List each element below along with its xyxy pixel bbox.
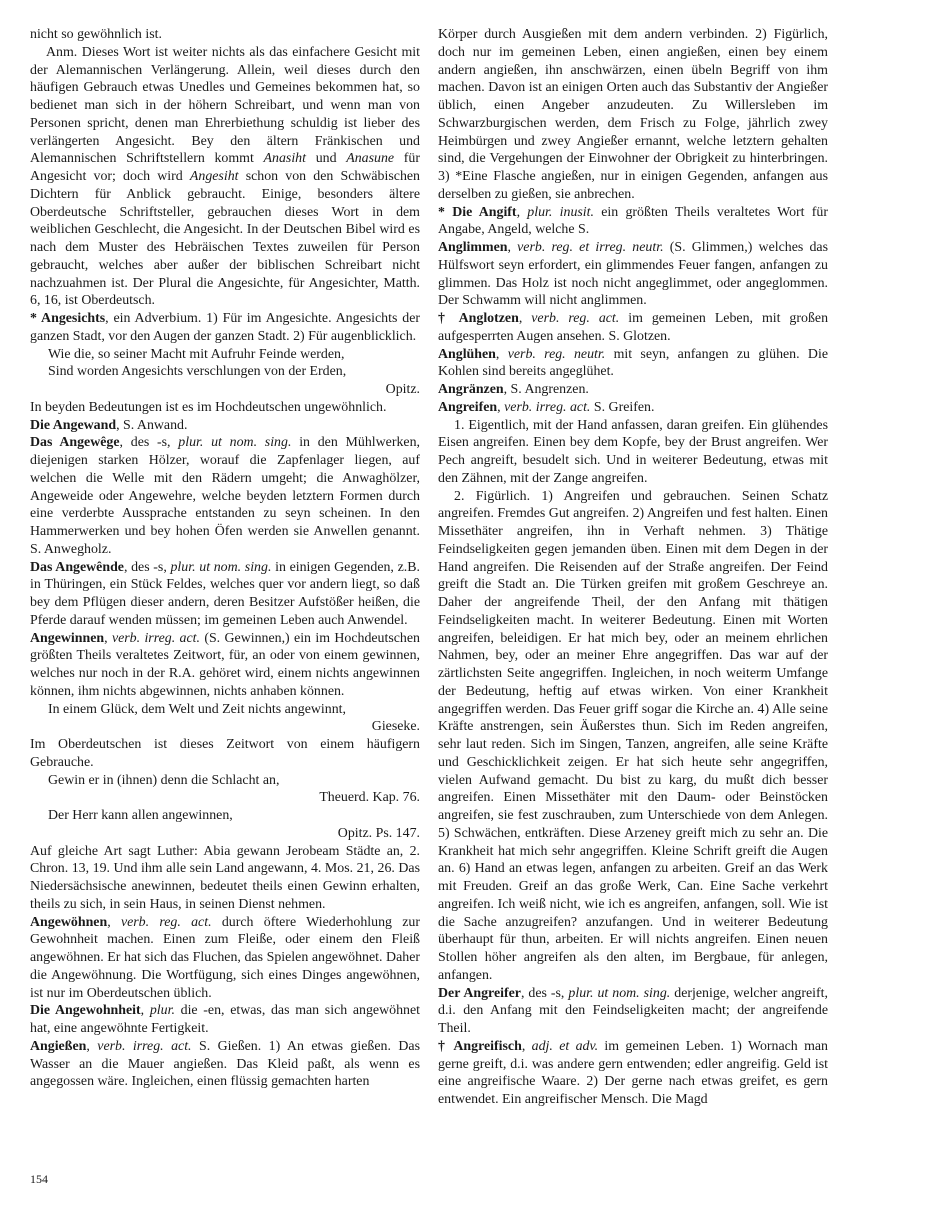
entry-angewende — [30, 559, 420, 630]
entry-angesichts — [30, 310, 420, 346]
grammar: verb. reg. act. — [531, 311, 620, 326]
verse-source: Gieseke. — [371, 719, 420, 735]
verse-source: Opitz. Ps. 147. — [337, 825, 420, 841]
headword: Der Angreifer — [438, 985, 521, 1001]
annotation-paragraph — [30, 44, 420, 310]
text: Anm. Dieses Wort ist weiter nichts als das einfachere Gesicht mit der Alemannischen Verlängerung. Allein, weil dieses durch den häufigen Gebrauch etwas Unedles und Gemeines bekommen hat, so bedienet man sich in der höhern Schreibart, und wenn man von Personen spricht, denen man Ehrerbiethung schuldig ist lieber des verlängerten Angesicht. Bey den ältern Fränkischen und Alemannischen Schriftstellern kommt — [30, 44, 420, 167]
sense-paragraph: 1. Eigentlich, mit der Hand anfassen, daran greifen. Ein glühendes Eisen angreifen. Einen bey dem Kopfe, bey der Brust angreifen. Wer Pech angreift, besudelt sich. Und in weiterer Bedeutung, etwas mit den Zähnen, mit der Zange angreifen. — [438, 417, 828, 486]
grammar: plur. — [149, 1003, 175, 1019]
grammar: verb. irreg. act. — [111, 630, 200, 646]
headword: Anglimmen — [438, 240, 508, 255]
headword: Das Angewênde — [30, 559, 124, 575]
verse-line: Wie die, so seiner Macht mit Aufruhr Feinde werden, — [48, 346, 345, 362]
definition: (S. Glimmen,) welches das Hülfswort seyn erfordert, ein glimmendes Feuer fangen, anfangen zu glimmen. Das Holz ist noch nicht angeglimmet, oder angeglommen. Der Schwamm will nicht anglimmen. — [438, 240, 828, 309]
entry-angiessen: Angießen, verb. irreg. act. S. Gießen. 1) An etwas gießen. Das Wasser an die Mauer angießen. Das Kleid paßt, als wenn es angegossen wäre. Ingleichen, einen flüssig gemachten harten — [30, 1038, 420, 1090]
definition: S. Gießen. 1) An etwas gießen. Das Wasser an die Mauer angießen. Das Kleid paßt, als wenn es angegossen wäre. Ingleichen, einen flüssig gemachten harten — [30, 1038, 420, 1090]
paragraph: Auf gleiche Art sagt Luther: Abia gewann Jerobeam Städte an, 2. Chron. 13, 19. Und ihm alle sein Land angewann, 4. Mos. 21, 26. Das Niedersächsische anewinnen, bedeutet theils einen Gewinn erhalten, theils zu sich, in sein Haus, in seinen Dienst nehmen. — [30, 843, 420, 912]
verse-line: In einem Glück, dem Welt und Zeit nichts angewinnt, — [48, 701, 346, 717]
entry-angewege — [30, 434, 420, 558]
verse-line: Gewin er in (ihnen) denn die Schlacht an, — [48, 772, 280, 788]
italic-term: Angesiht — [189, 169, 239, 184]
text: und — [315, 151, 337, 167]
paragraph: nicht so gewöhnlich ist. — [30, 27, 162, 42]
entry-angraenzen — [438, 381, 828, 399]
headword: Die Angewand — [30, 417, 117, 433]
headword: † Anglotzen — [438, 311, 519, 326]
entry-angift: * Die Angift, plur. inusit. ein größten Theils veraltetes Wort für Angabe, Angeld, welche S. — [438, 204, 828, 238]
verse-source: Theuerd. Kap. 76. — [319, 790, 420, 806]
entry-angreifisch: † Angreifisch, adj. et adv. im gemeinen Leben. 1) Wornach man gerne greift, d.i. was andere gern entwenden; edler angreifig. Geld ist eine angreifische Waare. 2) Der gerne nach etwas greifet, es gern entwendet. Ein angreifischer Mensch. Die Magd — [438, 1038, 828, 1107]
entry-angreifen: Angreifen, verb. irreg. act. S. Greifen. — [438, 399, 655, 415]
italic-term: Anasune — [346, 151, 395, 167]
paragraph: Körper durch Ausgießen mit dem andern verbinden. 2) Figürlich, doch nur im gemeinen Leben, einen angießen, einen bey einem andern angießen, ihn anschwärzen, einen übeln Begriff von ihm machen. Davon ist an einigen Orten auch das Substantiv der Angießer üblich, einen Angeber anzudeuten. Zu Willersleben im Schwarzburgischen werden, dem Frisch zu Folge, jährlich zwey Heimbürgen und zwey Angießer ernannt, welche letztern gehalten sind, die Vergehungen der Einwohner der Obrigkeit zu hinterbringen. 3) *Eine Flasche angießen, nur in einigen Gegenden, anfangen aus derselben zu gießen, sie anbrechen. — [438, 27, 828, 202]
entry-angewand — [30, 417, 420, 435]
definition: mit seyn, anfangen zu glühen. Die Kohlen sind bereits angeglühet. — [438, 346, 828, 380]
verse-line: Der Herr kann allen angewinnen, — [48, 808, 233, 823]
grammar: verb. reg. et irreg. neutr. — [517, 240, 664, 255]
definition: , S. Anwand. — [116, 417, 188, 433]
entry-angewohnheit: Die Angewohnheit, plur. die -en, etwas, das man sich angewöhnet hat, eine angewöhnte Fertigkeit. — [30, 1003, 420, 1036]
entry-angewoehnen: Angewöhnen, verb. reg. act. durch öftere Wiederhohlung zur Gewohnheit machen. Einen zum Fleiße, oder einem den Fleiß angewöhnen. Er hat sich das Fluchen, das Spielen angewöhnet. Daher die Angewöhnung. Die Wortfügung, sich eines Dinges angewöhnen, ist nur im Oberdeutschen üblich. — [30, 914, 421, 1001]
headword: * Die Angift — [438, 204, 517, 220]
headword: Angreifen — [438, 399, 498, 415]
definition: derjenige, welcher angreift, d.i. den Anfang mit den Feindseligkeiten macht; der angreifende Theil. — [438, 985, 828, 1036]
grammar: plur. ut nom. sing. — [178, 435, 292, 451]
headword: Angießen — [30, 1038, 87, 1054]
page-number: 154 — [30, 1172, 48, 1186]
definition: durch öftere Wiederhohlung zur Gewohnheit machen. Einen zum Fleiße, oder einem den Fleiß angewöhnen. Er hat sich das Fluchen, das Spielen angewöhnet. Daher die Angewöhnung. Die Wortfügung, sich eines Dinges angewöhnen, ist nur im Oberdeutschen üblich. — [30, 914, 421, 1001]
definition: die -en, etwas, das man sich angewöhnet hat, eine angewöhnte Fertigkeit. — [30, 1003, 420, 1036]
headword: † Angreifisch — [438, 1038, 522, 1054]
grammar: plur. ut nom. sing. — [568, 985, 671, 1001]
headword: Anglühen — [438, 346, 496, 362]
entry-anglotzen: † Anglotzen, verb. reg. act. im gemeinen Leben, mit großen aufgesperrten Augen ansehen. S. Glotzen. — [438, 311, 829, 344]
headword: Die Angewohnheit — [30, 1003, 141, 1019]
headword: Angewinnen — [30, 630, 105, 646]
definition: im gemeinen Leben, mit großen aufgesperrten Augen ansehen. S. Glotzen. — [438, 311, 829, 344]
headword: Das Angewêge — [30, 435, 120, 451]
headword: * Angesichts — [30, 311, 106, 326]
verse-source: Opitz. — [385, 382, 420, 397]
text: , des -s, — [520, 985, 565, 1001]
definition: ein größten Theils veraltetes Wort für Angabe, Angeld, welche S. — [438, 204, 828, 238]
headword: Angränzen — [438, 382, 504, 397]
definition: in einigen Gegenden, z.B. in Thüringen, ein Stück Feldes, welches quer vor andern liegt, so daß bey dem Pflügen dieser andern, deren Besitzer Aufstößer heißen, die Pferde darauf wenden müssen; im gemeinen Leben auch Anwendel. — [30, 559, 420, 628]
text: schon von den Schwäbischen Dichtern für Anblick gebraucht. Einige, besonders ältere Oberdeutsche Schriftsteller, gebrauchen dieses Wort in dem weiblichen Geschlecht, die Angesicht. In der Deutschen Bibel wird es nach dem Muster des Hebräischen Textes zuweilen für Person gebraucht, welches aber außer der biblischen Schreibart nicht nachzuahmen ist. Der Plural die Angesichte, für Angesichter, Matth. 6, 16, ist Oberdeutsch. — [30, 169, 420, 309]
definition: S. Greifen. — [593, 399, 655, 415]
headword: Angewöhnen — [30, 914, 108, 930]
grammar: verb. reg. neutr. — [507, 346, 606, 362]
grammar: plur. inusit. — [527, 204, 594, 220]
paragraph: In beyden Bedeutungen ist es im Hochdeutschen ungewöhnlich. — [30, 399, 387, 415]
text: für Angesicht vor; doch wird — [30, 151, 420, 184]
right-column — [438, 26, 828, 1109]
grammar: verb. reg. act. — [120, 914, 212, 930]
text: , des -s, — [119, 435, 171, 451]
italic-term: Anasiht — [263, 151, 306, 167]
entry-angluehen: Anglühen, verb. reg. neutr. mit seyn, anfangen zu glühen. Die Kohlen sind bereits angeglühet. — [438, 346, 828, 380]
grammar: verb. irreg. act. — [504, 399, 591, 415]
paragraph: Im Oberdeutschen ist dieses Zeitwort von einem häufigern Gebrauche. — [30, 737, 420, 770]
sense-paragraph: 2. Figürlich. 1) Angreifen und gebrauchen. Seinen Schatz angreifen. Fremdes Gut angreifen. 2) Angreifen und fest halten. Einen Missethäter angreifen, ihn in Verhaft nehmen. 3) Thätige Feindseligkeiten gegen jemanden üben. Einen mit dem Degen in der Hand angreifen. Die Reisenden auf der Straße angreifen. Der Feind greift die Stadt an. Die Türken greifen mit großem Geschreye an. Daher der angreifende Theil, der den Anfang mit thätigen Feindseligkeiten macht. In weiterer Bedeutung. Einen mit Worten angreifen, beleidigen. Er hat mich bey, oder an meinem ehrlichen Nahmen, bey, oder an meiner Ehre angegriffen. Das war auf der zärtlichsten Seite angegriffen. Ingleichen, in noch weiterm Umfange der Bedeutung, heftig auf etwas wirken. Von einer Krankheit angegriffen werden. Das Feuer griff sogar die Kirche an. 4) Alle seine Kräfte anstrengen, sein Äußerstes thun. Sich im Reden angreifen, sehr laut reden. Sich im Singen, Tanzen, angreifen, alle seine Kräfte und Geschicklichkeit zeigen. Er hat sich heute sehr angegriffen, vielen Aufwand gemacht. Du bist zu karg, du mußt dich besser angreifen. Einen Missethäter mit den Daum- oder Beinstöcken angreifen, sie fest zuschrauben, zum Unterschiede von dem Anlegen. 5) Schwächen, entkräften. Diese Arzeney greift mich zu sehr an. Die Krankheit hat mich sehr angegriffen. Kleine Schrift greift die Augen an. 6) Hand an etwas legen, anfangen zu arbeiten. Greif an das Werk mit Freuden. Greif an das große Werk, Can. Eine Sache verkehrt angreifen. Ich weiß nicht, wie ich es angreifen, anfangen, soll. Wie ist die Sache anzugreifen? anzufangen. Und in weiterer Bedeutung überhaupt für thun, arbeiten. Er will nichts angreifen. Einen neuen Stollen höher angreifen als den alten, im Bergbaue, für anlegen, anfangen. — [438, 488, 828, 983]
definition: im gemeinen Leben. 1) Wornach man gerne greift, d.i. was andere gern entwenden; edler angreifig. Geld ist eine angreifische Waare. 2) Der gerne nach etwas greifet, es gern entwendet. Ein angreifischer Mensch. Die Magd — [438, 1038, 828, 1107]
definition: , ein Adverbium. 1) Für im Angesichte. Angesichts der ganzen Stadt, vor den Augen der ganzen Stadt. 2) Für augenblicklich. — [30, 311, 420, 344]
definition: (S. Gewinnen,) ein im Hochdeutschen größten Theils veraltetes Zeitwort, für, an oder von einem gewinnen, welches nur noch in der R.A. gehöret wird, einem nichts angewinnen können, ihm nichts abgewinnen, nichts anhaben können. — [30, 630, 420, 699]
entry-angreifer — [438, 985, 828, 1038]
grammar: plur. ut nom. sing. — [170, 559, 272, 575]
definition: , S. Angrenzen. — [503, 382, 589, 397]
entry-angewinnen: Angewinnen, verb. irreg. act. (S. Gewinnen,) ein im Hochdeutschen größten Theils veraltetes Zeitwort, für, an oder von einem gewinnen, welches nur noch in der R.A. gehöret wird, einem nichts angewinnen können, ihm nichts abgewinnen, nichts anhaben können. — [30, 630, 420, 699]
grammar: verb. irreg. act. — [97, 1038, 192, 1054]
text: , des -s, — [123, 559, 167, 575]
grammar: adj. et adv. — [531, 1038, 599, 1054]
verse-line: Sind worden Angesichts verschlungen von der Erden, — [48, 364, 347, 380]
left-column — [30, 26, 420, 1091]
definition: in den Mühlwerken, diejenigen starken Hölzer, worauf die Zapfenlager liegen, auf welchen die Welle mit den Rädern umgeht; die Anwaghölzer, Angeweide oder Angewehre, welche beyden letztern Formen durch eine verderbte Aussprache entstanden zu seyn scheinen. In den Hammerwerken und bey hohen Öfen werden sie Anwellen genannt. S. Anwegholz. — [30, 435, 420, 557]
entry-anglimmen: Anglimmen, verb. reg. et irreg. neutr. (S. Glimmen,) welches das Hülfswort seyn erfordert, ein glimmendes Feuer fangen, anfangen zu glimmen. Das Holz ist noch nicht angeglimmet, oder angeglommen. Der Schwamm will nicht anglimmen. — [438, 240, 828, 309]
